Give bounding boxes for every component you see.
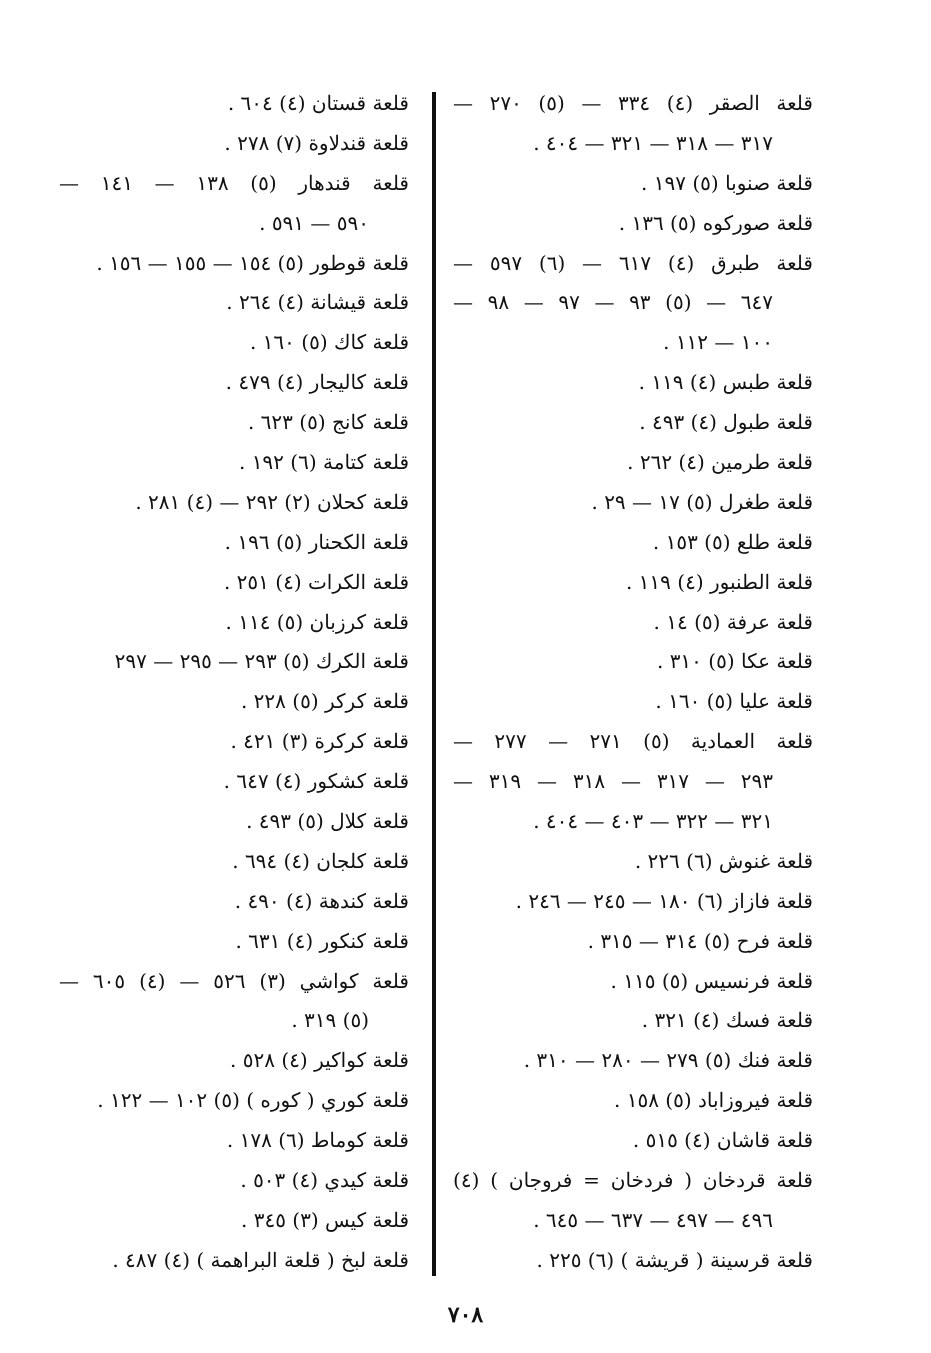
index-entry: قلعة كوري ( كوره ) (٥) ١٠٢ — ١٢٢ . [97, 1088, 409, 1113]
index-entry-continuation: ١٠٠ — ١١٢ . [663, 330, 773, 355]
index-entry: قلعة قستان (٤) ٦٠٤ . [227, 91, 409, 115]
index-entry: قلعة كيدي (٤) ٥٠٣ . [240, 1168, 409, 1193]
index-entry: قلعة الكرات (٤) ٢٥١ . [223, 569, 409, 594]
index-entry: قلعة طغرل (٥) ١٧ — ٢٩ . [591, 489, 813, 514]
index-entry: قلعة صنوبا (٥) ١٩٧ . [641, 170, 813, 195]
index-entry: قلعة كحلان (٢) ٢٩٢ — (٤) ٢٨١ . [135, 489, 409, 514]
index-entry: قلعة فيروزاباد (٥) ١٥٨ . [613, 1088, 813, 1113]
index-entry: قلعة فازاز (٦) ١٨٠ — ٢٤٥ — ٢٤٦ . [515, 888, 813, 913]
index-entry: قلعة قيشانة (٤) ٢٦٤ . [226, 290, 409, 315]
index-entry: قلعة فرح (٥) ٣١٤ — ٣١٥ . [587, 928, 813, 953]
index-entry: قلعة قرسينة ( قريشة ) (٦) ٢٢٥ . [536, 1247, 813, 1272]
index-entry: قلعة كرزبان (٥) ١١٤ . [225, 609, 409, 634]
index-entry: قلعة عليا (٥) ١٦٠ . [655, 689, 813, 714]
index-entry: قلعة كندهة (٤) ٤٩٠ . [234, 888, 409, 913]
index-entry: قلعة فرنسيس (٥) ١١٥ . [610, 968, 813, 993]
index-entry: قلعة كشكور (٤) ٦٤٧ . [223, 769, 409, 794]
index-entry: قلعة كركرة (٣) ٤٢١ . [230, 729, 409, 754]
index-entry-continuation: ٣٢١ — ٣٢٢ — ٤٠٣ — ٤٠٤ . [533, 809, 773, 834]
index-entry: قلعة كركر (٥) ٢٢٨ . [240, 689, 409, 714]
page-number: ٧٠٨ [447, 1302, 484, 1328]
index-entry: قلعة عكا (٥) ٣١٠ . [656, 649, 813, 674]
index-entry-continuation: ٣١٧ — ٣١٨ — ٣٢١ — ٤٠٤ . [533, 130, 773, 155]
column-divider [432, 92, 436, 1276]
index-entry: قلعة فنك (٥) ٢٧٩ — ٢٨٠ — ٣١٠ . [523, 1048, 813, 1073]
index-entry: قلعة كواكير (٤) ٥٢٨ . [230, 1048, 409, 1073]
index-entry: قلعة لبخ ( قلعة البراهمة ) (٤) ٤٨٧ . [112, 1247, 409, 1272]
index-entry: قلعة قندلاوة (٧) ٢٧٨ . [224, 130, 409, 155]
index-entry: قلعة الكحنار (٥) ١٩٦ . [224, 529, 409, 554]
index-entry-continuation: ٤٩٦ — ٤٩٧ — ٦٣٧ — ٦٤٥ . [533, 1207, 773, 1232]
index-entry: قلعة كنكور (٤) ٦٣١ . [235, 928, 409, 953]
index-entry: قلعة الطنبور (٤) ١١٩ . [625, 569, 813, 594]
index-entry: قلعة كاليجار (٤) ٤٧٩ . [225, 370, 409, 395]
index-entry-continuation: (٥) ٣١٩ . [291, 1008, 369, 1033]
left-index-column [59, 84, 409, 1281]
index-entry: قلعة كلال (٥) ٤٩٣ . [246, 809, 409, 834]
index-entry: قلعة كوماط (٦) ١٧٨ . [226, 1128, 409, 1153]
index-entry: قلعة طرمين (٤) ٢٦٢ . [627, 450, 813, 475]
index-entry: قلعة طلع (٥) ١٥٣ . [652, 529, 813, 554]
index-entry: قلعة كواشي (٣) ٥٢٦ — (٤) ٦٠٥ — [59, 968, 409, 993]
index-entry: قلعة فسك (٤) ٣٢١ . [641, 1008, 813, 1033]
index-entry-continuation: ٦٤٧ — (٥) ٩٣ — ٩٧ — ٩٨ — [453, 290, 773, 315]
index-entry: قلعة عرفة (٥) ١٤ . [653, 609, 813, 634]
index-entry: قلعة قردخان ( فردخان = فروجان ) (٤) [453, 1168, 813, 1193]
index-entry: قلعة قندهار (٥) ١٣٨ — ١٤١ — [59, 170, 409, 195]
index-entry: قلعة الكرك (٥) ٢٩٣ — ٢٩٥ — ٢٩٧ [114, 649, 409, 674]
index-entry: قلعة غنوش (٦) ٢٢٦ . [634, 848, 813, 873]
index-entry: قلعة كتامة (٦) ١٩٢ . [238, 450, 409, 475]
index-entry: قلعة طبرق (٤) ٦١٧ — (٦) ٥٩٧ — [453, 250, 813, 275]
index-entry: قلعة كلجان (٤) ٦٩٤ . [232, 848, 409, 873]
index-entry-continuation: ٥٩٠ — ٥٩١ . [259, 210, 369, 235]
index-entry: قلعة كانج (٥) ٦٢٣ . [247, 410, 409, 435]
index-entry-continuation: ٢٩٣ — ٣١٧ — ٣١٨ — ٣١٩ — [453, 769, 774, 794]
index-entry: قلعة كيس (٣) ٣٤٥ . [241, 1207, 409, 1232]
index-entry: قلعة العمادية (٥) ٢٧١ — ٢٧٧ — [453, 729, 813, 754]
index-entry: قلعة كاك (٥) ١٦٠ . [249, 330, 409, 355]
index-entry: قلعة طبس (٤) ١١٩ . [638, 370, 813, 395]
index-entry: قلعة الصقر (٤) ٣٣٤ — (٥) ٢٧٠ — [453, 91, 813, 115]
index-entry: قلعة قاشان (٤) ٥١٥ . [632, 1128, 813, 1153]
right-index-column [453, 84, 813, 1281]
index-entry: قلعة قوطور (٥) ١٥٤ — ١٥٥ — ١٥٦ . [96, 250, 409, 275]
index-entry: قلعة طبول (٤) ٤٩٣ . [639, 410, 813, 435]
index-entry: قلعة صوركوه (٥) ١٣٦ . [618, 210, 813, 235]
